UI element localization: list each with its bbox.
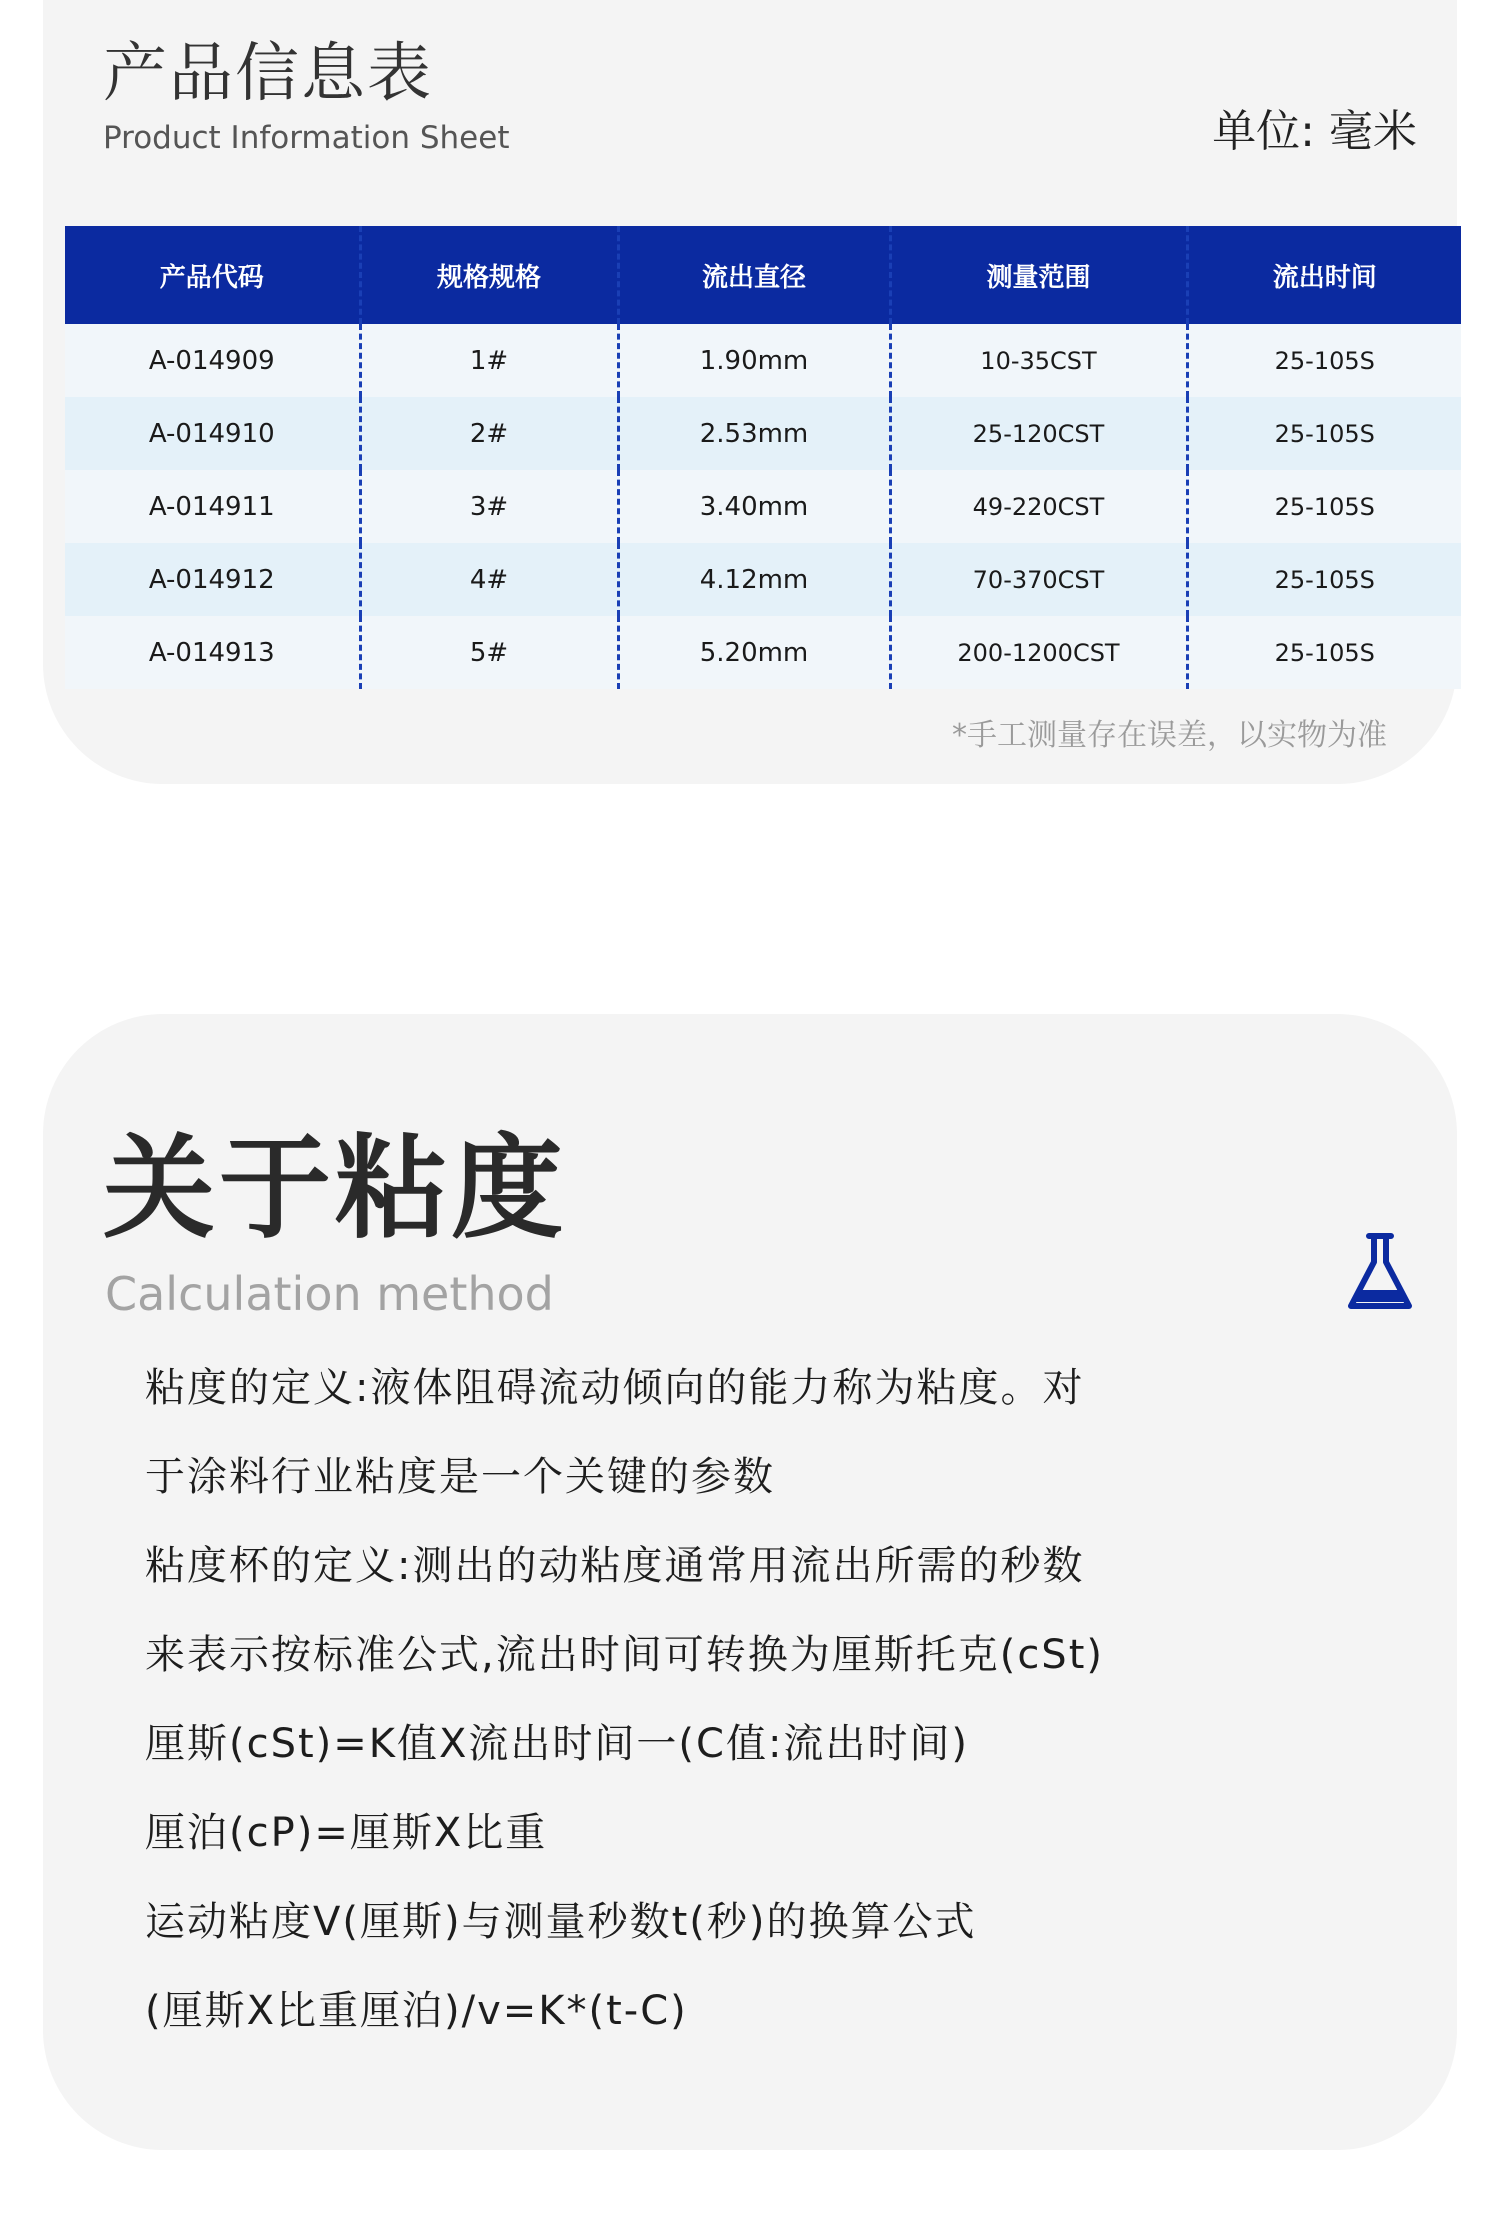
section-title: 产品信息表 [103, 37, 433, 111]
cell-outflow-diameter: 5.20mm [618, 616, 890, 689]
cell-outflow-time: 25-105S [1187, 616, 1461, 689]
text-line: 运动粘度V(厘斯)与测量秒数t(秒)的换算公式 [145, 1899, 977, 1945]
cell-spec: 1# [360, 324, 618, 397]
text-line: 粘度杯的定义:测出的动粘度通常用流出所需的秒数 [145, 1543, 1085, 1589]
text-line: 厘斯(cSt)=K值X流出时间一(C值:流出时间) [145, 1721, 970, 1767]
cell-product-code: A-014909 [65, 324, 360, 397]
cell-measure-range: 10-35CST [890, 324, 1187, 397]
cell-outflow-time: 25-105S [1187, 324, 1461, 397]
cell-product-code: A-014910 [65, 397, 360, 470]
cell-outflow-time: 25-105S [1187, 397, 1461, 470]
section-subtitle: Product Information Sheet [103, 120, 510, 156]
cell-spec: 2# [360, 397, 618, 470]
unit-label: 单位: 毫米 [1212, 106, 1417, 157]
table-row [65, 470, 1461, 543]
cell-product-code: A-014912 [65, 543, 360, 616]
cell-outflow-diameter: 1.90mm [618, 324, 890, 397]
header-product-code: 产品代码 [65, 226, 360, 324]
table-row [65, 616, 1461, 689]
table-row [65, 543, 1461, 616]
cell-measure-range: 49-220CST [890, 470, 1187, 543]
cell-spec: 3# [360, 470, 618, 543]
table-row [65, 397, 1461, 470]
about-title: 关于粘度 [103, 1124, 567, 1254]
header-measure-range: 测量范围 [890, 226, 1187, 324]
cell-outflow-diameter: 3.40mm [618, 470, 890, 543]
cell-measure-range: 25-120CST [890, 397, 1187, 470]
cell-outflow-time: 25-105S [1187, 470, 1461, 543]
about-subtitle: Calculation method [105, 1267, 554, 1321]
cell-spec: 4# [360, 543, 618, 616]
cell-product-code: A-014913 [65, 616, 360, 689]
cell-outflow-time: 25-105S [1187, 543, 1461, 616]
cell-outflow-diameter: 4.12mm [618, 543, 890, 616]
header-outflow-diameter: 流出直径 [618, 226, 890, 324]
cell-spec: 5# [360, 616, 618, 689]
about-viscosity-card [43, 1014, 1457, 2150]
product-info-table [65, 226, 1461, 689]
header-spec: 规格规格 [360, 226, 618, 324]
text-line: 来表示按标准公式,流出时间可转换为厘斯托克(cSt) [145, 1632, 1104, 1678]
cell-outflow-diameter: 2.53mm [618, 397, 890, 470]
table-header-row [65, 226, 1461, 324]
text-line: 于涂料行业粘度是一个关键的参数 [145, 1454, 775, 1500]
flask-icon [1345, 1232, 1415, 1312]
text-line: 粘度的定义:液体阻碍流动倾向的能力称为粘度。对 [145, 1365, 1085, 1411]
cell-measure-range: 200-1200CST [890, 616, 1187, 689]
definition-text [145, 1344, 1345, 2056]
text-line: (厘斯X比重厘泊)/v=K*(t-C) [145, 1988, 688, 2034]
cell-measure-range: 70-370CST [890, 543, 1187, 616]
header-outflow-time: 流出时间 [1187, 226, 1461, 324]
product-info-card [43, 0, 1457, 784]
text-line: 厘泊(cP)=厘斯X比重 [145, 1810, 548, 1856]
table-row [65, 324, 1461, 397]
measurement-note: *手工测量存在误差，以实物为准 [952, 718, 1387, 753]
cell-product-code: A-014911 [65, 470, 360, 543]
